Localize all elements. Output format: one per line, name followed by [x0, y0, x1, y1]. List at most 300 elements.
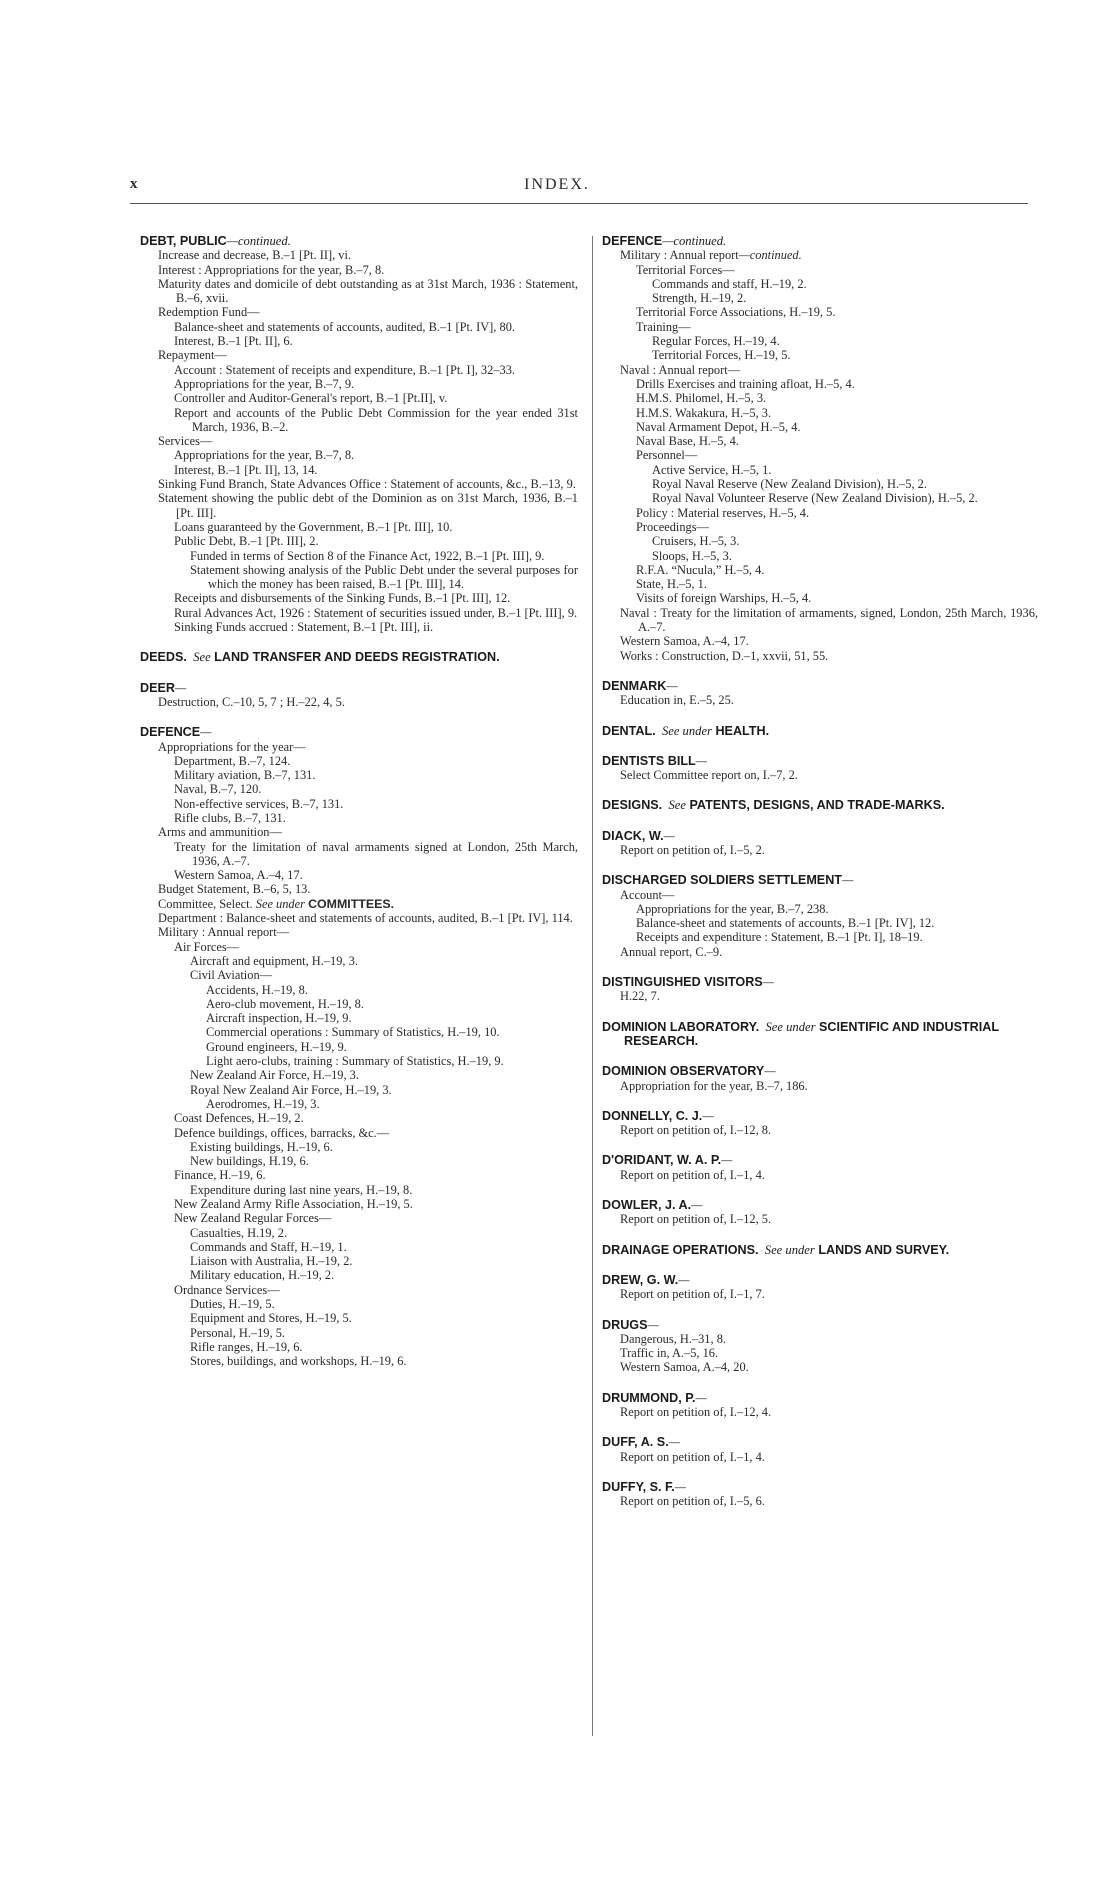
cross-reference: PATENTS, DESIGNS, AND TRADE-MARKS. [689, 798, 945, 813]
continued-mark: — [842, 873, 854, 888]
heading-word: DEER [140, 680, 175, 695]
continued-mark: — [663, 828, 675, 843]
index-subentry [140, 740, 578, 754]
subentry-text: H.M.S. Philomel, H.–5, 3. [636, 391, 767, 406]
index-subentry [156, 448, 578, 462]
subentry-text: Receipts and disbursements of the Sinking Funds, B.–1 [Pt. III], 12. [174, 591, 511, 606]
subentry-text: New Zealand Air Force, H.–19, 3. [190, 1068, 359, 1083]
subentry-text: Report on petition of, I.–12, 8. [620, 1123, 772, 1138]
continued-mark: — [647, 1317, 659, 1332]
subentry-text: Department : Balance-sheet and statements of accounts, audited, B.–1 [Pt. IV], 114. [158, 911, 573, 926]
index-subentry [172, 549, 578, 563]
subentry-text: Casualties, H.19, 2. [190, 1225, 288, 1240]
index-heading [602, 1198, 1038, 1212]
subentry-text: Interest : Appropriations for the year, B.–7, 8. [158, 262, 385, 277]
heading-word: DISTINGUISHED VISITORS [602, 975, 763, 990]
subentry-text: Services— [158, 434, 213, 449]
subentry-text: Western Samoa, A.–4, 17. [620, 634, 749, 649]
subentry-text: Account : Statement of receipts and expenditure, B.–1 [Pt. I], 32–33. [174, 362, 516, 377]
index-subentry [172, 1326, 578, 1340]
index-subentry [618, 320, 1038, 334]
see-reference: See under [255, 896, 305, 911]
index-subentry [156, 463, 578, 477]
index-heading [602, 1318, 1038, 1332]
see-reference: See under [764, 1242, 815, 1257]
index-subentry [140, 491, 578, 520]
index-subentry [602, 1360, 1038, 1374]
index-heading [602, 679, 1038, 693]
index-subentry [618, 406, 1038, 420]
heading-word: DEFENCE [602, 234, 663, 248]
heading-word: DENTAL. [602, 723, 656, 738]
index-subentry [156, 334, 578, 348]
index-subentry [634, 291, 1038, 305]
subentry-text: Sloops, H.–5, 3. [652, 548, 732, 563]
continued-mark: — [762, 975, 774, 990]
subentry-text: Royal Naval Volunteer Reserve (New Zealand Division), H.–5, 2. [652, 491, 978, 506]
index-subentry [140, 882, 578, 896]
index-subentry [602, 1123, 1038, 1137]
index-subentry [156, 1211, 578, 1225]
index-subentry [172, 1254, 578, 1268]
subentry-text: Treaty for the limitation of naval armaments signed at London, 25th March, 1936, A.–7. [174, 839, 578, 868]
index-subentry [156, 391, 578, 405]
index-subentry [602, 248, 1038, 262]
index-subentry [618, 520, 1038, 534]
index-subentry [618, 902, 1038, 916]
subentry-text: Military education, H.–19, 2. [190, 1268, 335, 1283]
index-subentry [172, 1311, 578, 1325]
heading-word: DRUGS [602, 1317, 648, 1332]
heading-word: DESIGNS. [602, 798, 663, 813]
continued-mark: — [702, 1108, 714, 1123]
subentry-text: Commands and Staff, H.–19, 1. [190, 1239, 347, 1254]
index-subentry [156, 1197, 578, 1211]
continued-mark: — [691, 1198, 703, 1213]
index-subentry [618, 591, 1038, 605]
index-subentry [602, 1494, 1038, 1508]
subentry-text: Rifle clubs, B.–7, 131. [174, 810, 286, 825]
index-heading [602, 1109, 1038, 1123]
index-subentry [172, 1183, 578, 1197]
subentry-text: Interest, B.–1 [Pt. II], 6. [174, 334, 293, 349]
subentry-text: Duties, H.–19, 5. [190, 1297, 275, 1312]
subentry-text: Existing buildings, H.–19, 6. [190, 1139, 333, 1154]
cross-reference: SCIENTIFIC AND INDUSTRIAL RESEARCH. [624, 1019, 999, 1048]
heading-word: DREW, G. W. [602, 1272, 679, 1287]
subentry-text: Military aviation, B.–7, 131. [174, 768, 316, 783]
subentry-text: Appropriations for the year, B.–7, 9. [174, 376, 355, 391]
index-subentry [156, 940, 578, 954]
index-heading [602, 724, 1038, 738]
see-reference: See under [661, 723, 712, 738]
index-subentry [618, 506, 1038, 520]
subentry-text: Stores, buildings, and workshops, H.–19, 6. [190, 1354, 407, 1369]
index-subentry [618, 916, 1038, 930]
subentry-text: Sinking Fund Branch, State Advances Office : Statement of accounts, &c., B.–13, 9. [158, 477, 576, 492]
heading-word: DUFFY, S. F. [602, 1479, 675, 1494]
index-subentry [618, 420, 1038, 434]
subentry-text: Balance-sheet and statements of accounts, B.–1 [Pt. IV], 12. [636, 916, 935, 931]
subentry-text: New Zealand Army Rifle Association, H.–19, 5. [174, 1197, 413, 1211]
index-subentry [602, 1168, 1038, 1182]
continued-mark: — [764, 1064, 776, 1079]
index-subentry [156, 1126, 578, 1140]
index-subentry [634, 549, 1038, 563]
subentry-text: Annual report, C.–9. [620, 944, 723, 959]
heading-word: DUFF, A. S. [602, 1435, 669, 1450]
index-subentry [172, 1340, 578, 1354]
index-subentry [140, 825, 578, 839]
index-subentry [140, 911, 578, 925]
subentry-text: Personal, H.–19, 5. [190, 1325, 285, 1340]
index-subentry [618, 391, 1038, 405]
column-divider [592, 236, 593, 1736]
subentry-text: Territorial Forces— [636, 262, 735, 277]
subentry-text: Report on petition of, I.–12, 5. [620, 1212, 772, 1227]
index-subentry [602, 843, 1038, 857]
subentry-text: Active Service, H.–5, 1. [652, 462, 772, 477]
index-subentry [602, 1079, 1038, 1093]
index-subentry [618, 377, 1038, 391]
subentry-text: Report on petition of, I.–5, 6. [620, 1494, 765, 1509]
subentry-text: New buildings, H.19, 6. [190, 1154, 309, 1169]
index-subentry [172, 563, 578, 592]
subentry-text: Arms and ammunition— [158, 825, 282, 840]
index-subentry [140, 305, 578, 319]
subentry-text: Appropriations for the year, B.–7, 238. [636, 901, 829, 916]
heading-word: DRAINAGE OPERATIONS. [602, 1242, 759, 1257]
heading-word: DOWLER, J. A. [602, 1198, 692, 1213]
continued-mark: — [678, 1272, 690, 1287]
index-subentry [156, 1168, 578, 1182]
index-subentry [140, 434, 578, 448]
subentry-text: Rural Advances Act, 1926 : Statement of securities issued under, B.–1 [Pt. III], 9. [174, 605, 578, 620]
subentry-text: Budget Statement, B.–6, 5, 13. [158, 882, 311, 897]
index-subentry [602, 989, 1038, 1003]
subentry-text: Ground engineers, H.–19, 9. [206, 1039, 347, 1054]
subentry-text: Appropriation for the year, B.–7, 186. [620, 1078, 808, 1093]
heading-word: DISCHARGED SOLDIERS SETTLEMENT [602, 873, 842, 888]
subentry-text: Equipment and Stores, H.–19, 5. [190, 1311, 352, 1326]
index-subentry [172, 1297, 578, 1311]
index-subentry [172, 968, 578, 982]
subentry-text: Committee, Select. [158, 896, 253, 911]
subentry-text: Statement showing analysis of the Public Debt under the several purposes for which the money has been raised, B.–1 [Pt. III], 14. [190, 562, 578, 592]
index-subentry [602, 1287, 1038, 1301]
index-heading [602, 754, 1038, 768]
page-title: INDEX. [524, 176, 590, 193]
index-subentry [634, 534, 1038, 548]
subentry-text: Dangerous, H.–31, 8. [620, 1331, 726, 1346]
continued-mark: — [668, 1435, 680, 1450]
index-subentry [602, 693, 1038, 707]
index-heading [602, 1243, 1038, 1257]
subentry-text: Ordnance Services— [174, 1282, 280, 1297]
index-subentry [188, 1025, 578, 1039]
subentry-text: R.F.A. “Nucula,” H.–5, 4. [636, 562, 765, 577]
index-heading [602, 873, 1038, 887]
subentry-text: Report on petition of, I.–12, 4. [620, 1405, 772, 1419]
subentry-text: Regular Forces, H.–19, 4. [652, 334, 780, 349]
subentry-text: Increase and decrease, B.–1 [Pt. II], vi. [158, 248, 352, 263]
subentry-text: Military : Annual report [620, 248, 739, 263]
index-subentry [634, 491, 1038, 505]
index-subentry [618, 434, 1038, 448]
index-subentry [172, 954, 578, 968]
index-subentry [634, 477, 1038, 491]
subentry-text: Naval, B.–7, 120. [174, 782, 262, 797]
index-subentry [602, 1332, 1038, 1346]
index-subentry [156, 520, 578, 534]
index-subentry [156, 1111, 578, 1125]
left-column [140, 234, 578, 1369]
index-subentry [156, 1283, 578, 1297]
index-subentry [602, 945, 1038, 959]
subentry-text: Public Debt, B.–1 [Pt. III], 2. [174, 534, 319, 549]
cross-reference: HEALTH. [715, 723, 770, 738]
index-subentry [618, 448, 1038, 462]
continued-mark: — [695, 1390, 707, 1405]
subentry-text: Naval : Treaty for the limitation of armaments, signed, London, 25th March, 1936, A.–7. [620, 605, 1038, 635]
index-subentry [156, 868, 578, 882]
subentry-text: Repayment— [158, 348, 227, 363]
index-subentry [172, 1226, 578, 1240]
subentry-text: Commercial operations : Summary of Statistics, H.–19, 10. [206, 1025, 500, 1040]
subentry-text: Personnel— [636, 448, 698, 463]
continued-mark: — [666, 678, 678, 693]
index-heading [602, 1391, 1038, 1405]
subentry-text: Royal Naval Reserve (New Zealand Division), H.–5, 2. [652, 477, 927, 492]
subentry-text: Naval : Annual report— [620, 362, 741, 377]
subentry-text: Statement showing the public debt of the Dominion as on 31st March, 1936, B.–1 [Pt. III]. [158, 491, 578, 520]
subentry-text: Commands and staff, H.–19, 2. [652, 276, 807, 291]
index-subentry [602, 1212, 1038, 1226]
see-reference: See under [765, 1019, 816, 1034]
cross-reference: COMMITTEES. [308, 896, 395, 911]
continued-mark: — [175, 680, 187, 695]
index-heading [602, 1020, 1038, 1049]
subentry-text: H.22, 7. [620, 989, 660, 1004]
heading-word: DEEDS. [140, 650, 187, 665]
index-subentry [634, 334, 1038, 348]
heading-word: D'ORIDANT, W. A. P. [602, 1153, 722, 1168]
index-subentry [618, 563, 1038, 577]
subentry-text: Report on petition of, I.–1, 4. [620, 1449, 765, 1464]
index-subentry [188, 1040, 578, 1054]
index-subentry [140, 263, 578, 277]
index-subentry [156, 377, 578, 391]
subentry-text: Civil Aviation— [190, 968, 273, 983]
index-subentry [602, 768, 1038, 782]
subentry-text: Visits of foreign Warships, H.–5, 4. [636, 591, 812, 606]
subentry-text: Expenditure during last nine years, H.–19, 8. [190, 1182, 413, 1197]
subentry-text: Receipts and expenditure : Statement, B.–1 [Pt. I], 18–19. [636, 930, 923, 945]
subentry-text: Aero-club movement, H.–19, 8. [206, 996, 364, 1011]
subentry-text: State, H.–5, 1. [636, 577, 707, 592]
subentry-text: Finance, H.–19, 6. [174, 1168, 266, 1183]
index-subentry [140, 348, 578, 362]
index-subentry [172, 1068, 578, 1082]
index-subentry [172, 1083, 578, 1097]
subentry-text: Report on petition of, I.–1, 4. [620, 1167, 765, 1182]
subentry-text: Sinking Funds accrued : Statement, B.–1 [Pt. III], ii. [174, 620, 434, 635]
subentry-text: Military : Annual report— [158, 925, 290, 940]
subentry-text: New Zealand Regular Forces— [174, 1211, 332, 1226]
index-subentry [140, 695, 578, 709]
index-subentry [156, 840, 578, 869]
subentry-text: Strength, H.–19, 2. [652, 291, 747, 306]
index-subentry [634, 463, 1038, 477]
subentry-text: Defence buildings, offices, barracks, &c.— [174, 1125, 390, 1140]
subentry-text: Naval Armament Depot, H.–5, 4. [636, 419, 801, 434]
index-subentry [618, 930, 1038, 944]
continued-mark: — [721, 1153, 733, 1168]
subentry-text: Report and accounts of the Public Debt Commission for the year ended 31st March, 1936, B.–2. [174, 405, 578, 434]
subentry-text: Education in, E.–5, 25. [620, 693, 734, 708]
index-subentry [140, 248, 578, 262]
heading-word: DOMINION OBSERVATORY [602, 1064, 765, 1079]
see-reference: See [193, 650, 211, 665]
header-rule [130, 203, 1028, 204]
subentry-text: Aerodromes, H.–19, 3. [206, 1096, 320, 1111]
index-subentry [634, 277, 1038, 291]
index-subentry [156, 797, 578, 811]
heading-word: DOMINION LABORATORY. [602, 1019, 760, 1034]
index-subentry [602, 363, 1038, 377]
index-subentry [156, 620, 578, 634]
continued-mark: —continued. [226, 234, 291, 248]
index-subentry [156, 782, 578, 796]
subentry-text: Maturity dates and domicile of debt outstanding as at 31st March, 1936 : Statement, B.–6, xvii. [158, 276, 578, 306]
continued-mark: —continued. [738, 248, 802, 263]
index-subentry [156, 406, 578, 435]
index-subentry [602, 606, 1038, 635]
cross-reference: LANDS AND SURVEY. [818, 1242, 950, 1257]
index-subentry [602, 1450, 1038, 1464]
see-reference: See [668, 798, 686, 813]
subentry-text: Redemption Fund— [158, 305, 260, 320]
subentry-text: Aircraft inspection, H.–19, 9. [206, 1011, 352, 1026]
subentry-text: Royal New Zealand Air Force, H.–19, 3. [190, 1082, 392, 1097]
subentry-text: Air Forces— [174, 939, 240, 954]
index-subentry [618, 305, 1038, 319]
subentry-text: Loans guaranteed by the Government, B.–1 [Pt. III], 10. [174, 519, 453, 534]
subentry-text: Territorial Force Associations, H.–19, 5. [636, 305, 836, 320]
index-heading [602, 1435, 1038, 1449]
heading-word: DEBT, PUBLIC [140, 234, 227, 248]
subentry-text: Policy : Material reserves, H.–5, 4. [636, 505, 810, 520]
right-column [602, 234, 1038, 1508]
heading-word: DONNELLY, C. J. [602, 1108, 703, 1123]
heading-word: DEFENCE [140, 725, 201, 740]
index-heading [140, 650, 578, 664]
heading-word: DENTISTS BILL [602, 753, 696, 768]
index-heading [602, 1153, 1038, 1167]
index-heading [602, 1273, 1038, 1287]
subentry-text: Appropriations for the year, B.–7, 8. [174, 448, 355, 463]
index-subentry [172, 1140, 578, 1154]
subentry-text: Traffic in, A.–5, 16. [620, 1346, 719, 1361]
index-subentry [172, 1354, 578, 1368]
subentry-text: Select Committee report on, I.–7, 2. [620, 768, 798, 783]
subentry-text: Controller and Auditor-General's report, B.–1 [Pt.II], v. [174, 391, 448, 406]
index-subentry [172, 1240, 578, 1254]
subentry-text: Cruisers, H.–5, 3. [652, 534, 740, 549]
index-heading [140, 725, 578, 739]
subentry-text: Territorial Forces, H.–19, 5. [652, 348, 791, 363]
index-heading [602, 1480, 1038, 1494]
index-subentry [156, 606, 578, 620]
index-heading [140, 234, 578, 248]
cross-reference: LAND TRANSFER AND DEEDS REGISTRATION. [214, 650, 500, 665]
index-subentry [602, 1405, 1038, 1419]
index-subentry [156, 811, 578, 825]
subentry-text: Destruction, C.–10, 5, 7 ; H.–22, 4, 5. [158, 694, 345, 709]
index-heading [602, 975, 1038, 989]
index-subentry [140, 925, 578, 939]
heading-word: DRUMMOND, P. [602, 1390, 696, 1405]
index-subentry [602, 888, 1038, 902]
continued-mark: — [674, 1479, 686, 1494]
continued-mark: — [695, 753, 707, 768]
index-subentry [156, 363, 578, 377]
index-subentry [188, 1054, 578, 1068]
page-number: x [130, 176, 139, 192]
subentry-text: Proceedings— [636, 519, 709, 534]
index-subentry [156, 591, 578, 605]
index-subentry [156, 754, 578, 768]
subentry-text: Training— [636, 319, 691, 334]
subentry-text: Coast Defences, H.–19, 2. [174, 1111, 304, 1126]
index-heading [602, 798, 1038, 812]
index-heading [602, 829, 1038, 843]
subentry-text: Appropriations for the year— [158, 739, 306, 754]
index-subentry [634, 348, 1038, 362]
index-subentry [602, 634, 1038, 648]
index-subentry [156, 320, 578, 334]
subentry-text: Naval Base, H.–5, 4. [636, 434, 739, 449]
subentry-text: Accidents, H.–19, 8. [206, 982, 308, 997]
index-subentry [172, 1154, 578, 1168]
index-subentry [602, 649, 1038, 663]
index-subentry [618, 263, 1038, 277]
index-heading [602, 234, 1038, 248]
subentry-text: H.M.S. Wakakura, H.–5, 3. [636, 405, 772, 420]
subentry-text: Light aero-clubs, training : Summary of Statistics, H.–19, 9. [206, 1054, 504, 1069]
index-subentry [188, 1097, 578, 1111]
index-subentry [618, 577, 1038, 591]
subentry-text: Western Samoa, A.–4, 20. [620, 1360, 749, 1375]
subentry-text: Works : Construction, D.–1, xxvii, 51, 55. [620, 648, 829, 663]
index-subentry [156, 534, 578, 548]
subentry-text: Liaison with Australia, H.–19, 2. [190, 1254, 353, 1269]
subentry-text: Department, B.–7, 124. [174, 753, 291, 768]
index-heading [602, 1064, 1038, 1078]
subentry-text: Western Samoa, A.–4, 17. [174, 868, 303, 883]
subentry-text: Funded in terms of Section 8 of the Finance Act, 1922, B.–1 [Pt. III], 9. [190, 548, 545, 563]
index-heading [140, 681, 578, 695]
subentry-text: Aircraft and equipment, H.–19, 3. [190, 953, 358, 968]
subentry-text: Drills Exercises and training afloat, H.–5, 4. [636, 376, 855, 391]
index-subentry [140, 477, 578, 491]
index-subentry [140, 897, 578, 911]
subentry-text: Interest, B.–1 [Pt. II], 13, 14. [174, 462, 318, 477]
index-subentry [172, 1268, 578, 1282]
index-subentry [188, 997, 578, 1011]
continued-mark: — [200, 725, 212, 740]
index-subentry [140, 277, 578, 306]
